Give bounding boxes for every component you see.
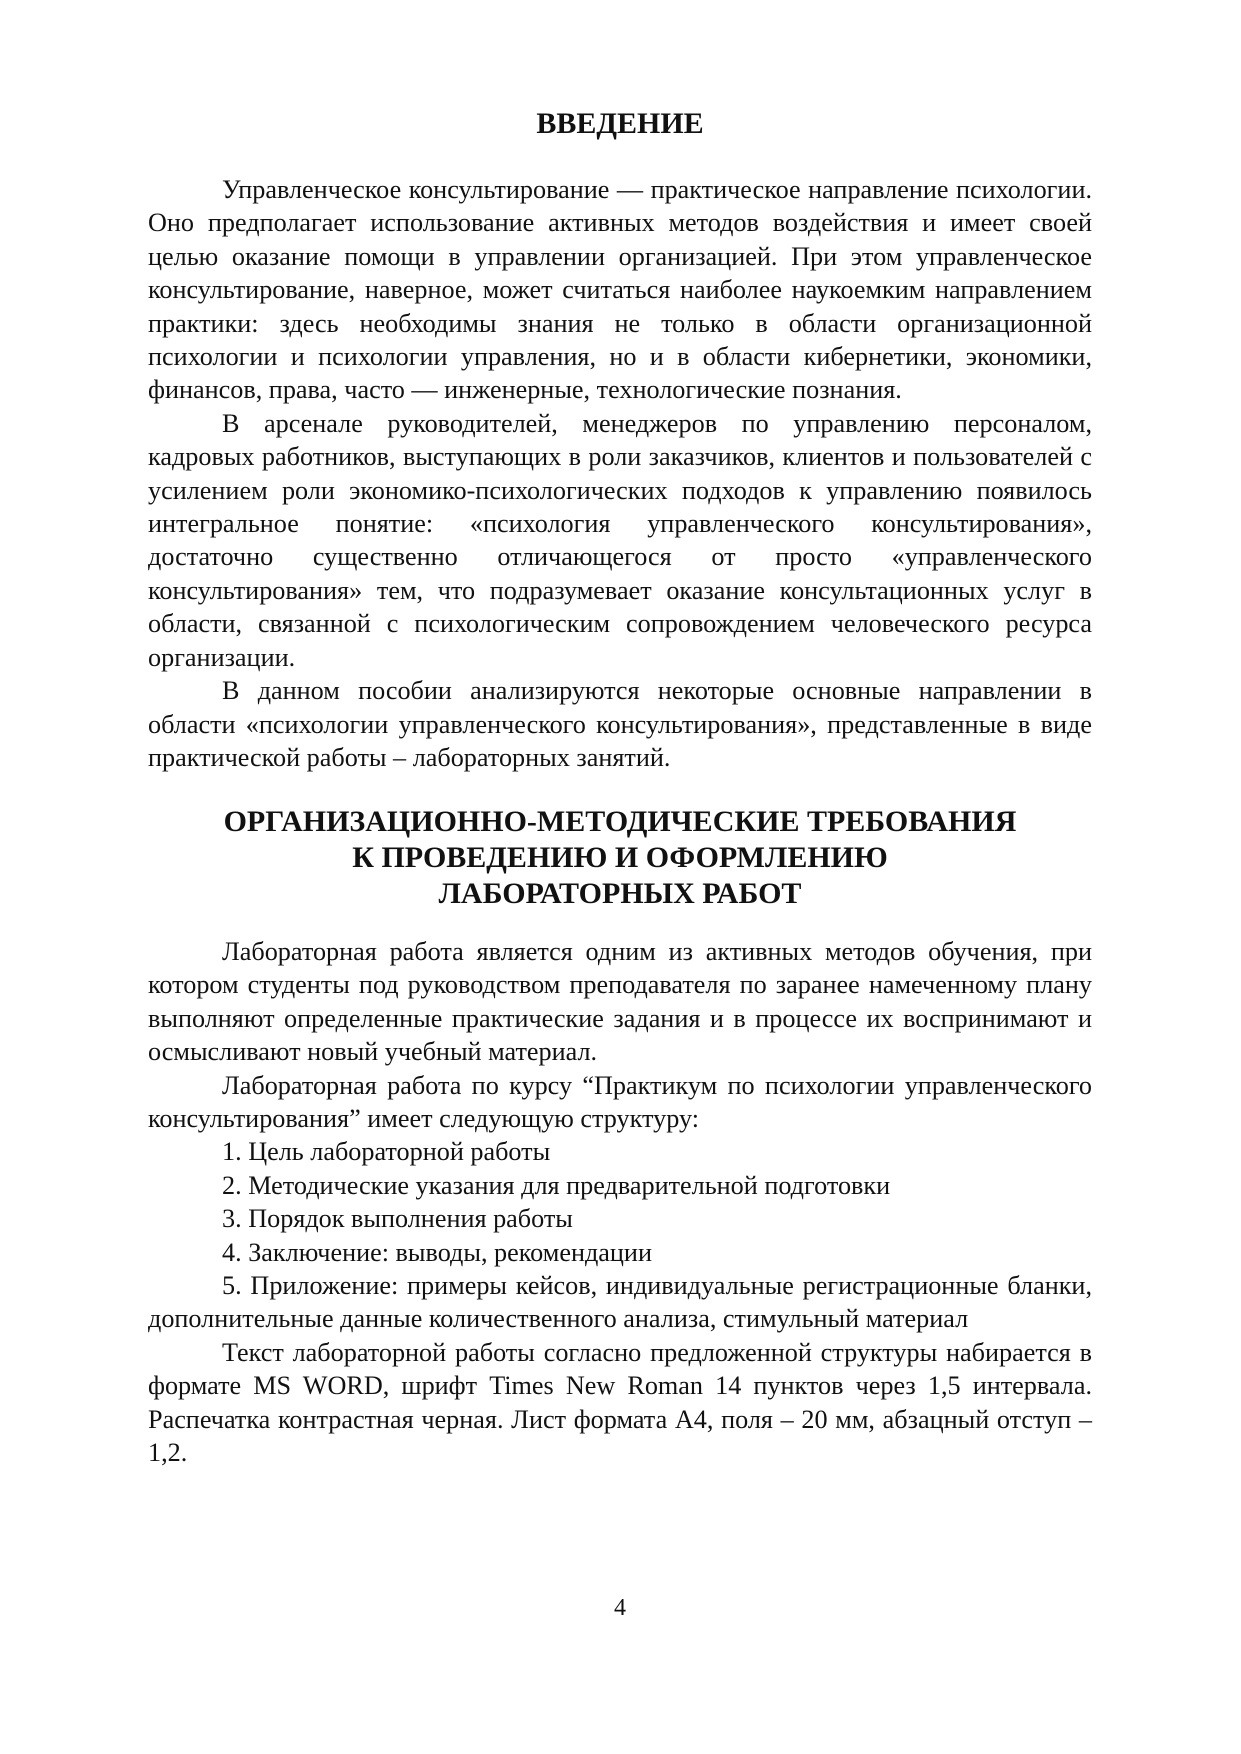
requirements-heading-line: ЛАБОРАТОРНЫХ РАБОТ [438,877,802,910]
page-number: 4 [614,1595,626,1621]
structure-list-item: 4. Заключение: выводы, рекомендации [222,1237,652,1267]
requirements-paragraph: Лабораторная работа по курсу “Практикум по психологии управленческого консультирования” имеет следующую структуру: [148,1070,1092,1134]
requirements-heading [148,804,1092,912]
requirements-heading-line: К ПРОВЕДЕНИЮ И ОФОРМЛЕНИЮ [352,841,888,874]
structure-list-item: 1. Цель лабораторной работы [222,1137,551,1167]
intro-paragraph: Управленческое консультирование — практическое направление психологии. Оно предполагает использование активных методов воздействия и имеет своей целью оказание помощи в управлении организацией. При этом управленческое консультирование, наверное, может считаться наиболее наукоемким направлением практики: здесь необходимы знания не только в области организационной психологии и психологии управления, но и в области кибернетики, экономики, финансов, права, часто — инженерные, технологические познания. [148,175,1092,405]
intro-paragraph: В данном пособии анализируются некоторые основные направлении в области «психологии управленческого консультирования», представленные в виде практической работы – лабораторных занятий. [148,676,1092,772]
intro-body [148,173,1092,774]
structure-list-item: 3. Порядок выполнения работы [222,1204,573,1234]
intro-paragraph: В арсенале руководителей, менеджеров по управлению персоналом, кадровых работников, выступающих в роли заказчиков, клиентов и пользователей с усилением роли экономико-психологических подходов к управлению появилось интегральное понятие: «психология управленческого консультирования», достаточно существенно отличающегося от просто «управленческого консультирования» тем, что подразумевает оказание консультационных услуг в области, связанной с психологическим сопровождением человеческого ресурса организации. [148,408,1092,672]
document-page [148,0,1092,1754]
requirements-paragraph: Лабораторная работа является одним из активных методов обучения, при котором студенты под руководством преподавателя по заранее намеченному плану выполняют определенные практические задания и в процессе их воспринимают и осмысливают новый учебный материал. [148,937,1092,1067]
requirements-body [148,935,1092,1470]
structure-list-item: 5. Приложение: примеры кейсов, индивидуальные регистрационные бланки, дополнительные данные количественного анализа, стимульный материал [148,1271,1092,1334]
requirements-closing-paragraph: Текст лабораторной работы согласно предложенной структуры набирается в формате MS WORD, шрифт Times New Roman 14 пунктов через 1,5 интервала. Распечатка контрастная черная. Лист формата А4, поля – 20 мм, абзацный отступ – 1,2. [148,1337,1092,1468]
requirements-heading-line: ОРГАНИЗАЦИОННО-МЕТОДИЧЕСКИЕ ТРЕБОВАНИЯ [223,805,1017,838]
intro-heading: ВВЕДЕНИЕ [536,107,704,140]
structure-list-item: 2. Методические указания для предварительной подготовки [222,1170,891,1200]
